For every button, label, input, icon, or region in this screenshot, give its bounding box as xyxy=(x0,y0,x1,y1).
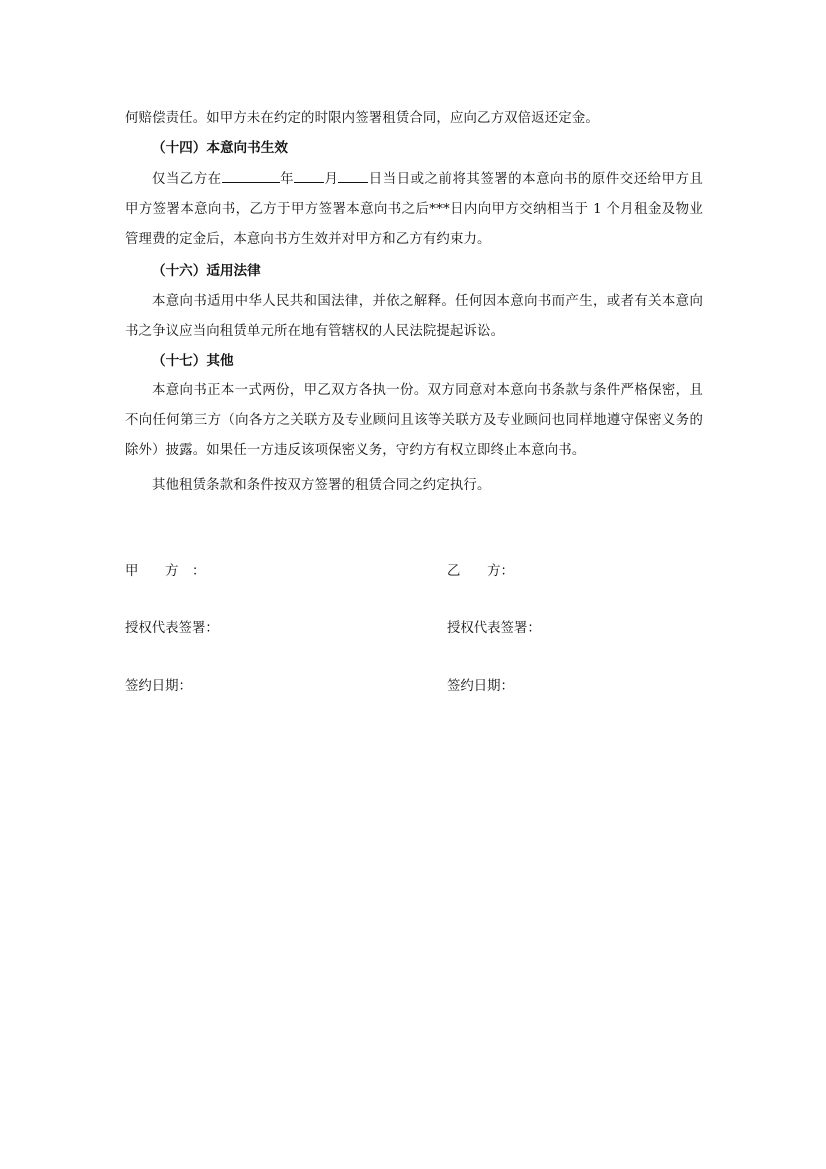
party-b-authorized-signature-label: 授权代表签署： xyxy=(447,621,541,636)
blank-day xyxy=(338,169,368,183)
section-16-paragraph: 本意向书适用中华人民共和国法律，并依之解释。任何因本意向书而产生，或者有关本意向书之争议应当向租赁单元所在地有管辖权的人民法院提起诉讼。 xyxy=(125,294,703,339)
party-a-signing-date-label: 签约日期： xyxy=(125,679,192,694)
section-17-heading: （十七）其他 xyxy=(152,353,234,369)
party-a-authorized-signature-label: 授权代表签署： xyxy=(125,621,219,636)
section-17-paragraph-1: 本意向书正本一式两份，甲乙双方各执一份。双方同意对本意向书条款与条件严格保密，且不向任何第三方（向各方之关联方及专业顾问且该等关联方及专业顾问也同样地遵守保密义务的除外）披露。如果任一方违反该项保密义务，守约方有权立即终止本意向书。 xyxy=(125,383,703,458)
blank-month xyxy=(294,169,324,183)
section-14-text-a: 仅当乙方在 xyxy=(152,172,222,187)
section-16-heading: （十六）适用法律 xyxy=(152,263,261,279)
party-b-signing-date-label: 签约日期： xyxy=(447,679,514,694)
party-b-label: 乙 方： xyxy=(447,564,514,579)
party-a-label: 甲 方 ： xyxy=(125,564,206,579)
section-14-text-c: 月 xyxy=(324,172,339,187)
blank-year xyxy=(222,169,280,183)
continuation-paragraph: 何赔偿责任。如甲方未在约定的时限内签署租赁合同，应向乙方双倍返还定金。 xyxy=(125,111,599,126)
section-14-paragraph xyxy=(125,165,703,255)
section-17-paragraph-2: 其他租赁条款和条件按双方签署的租赁合同之约定执行。 xyxy=(152,478,491,493)
section-14-heading: （十四）本意向书生效 xyxy=(152,140,288,156)
section-14-text-d: 日当日或之前将其签署的本意向书的原件交还给甲方且甲方签署本意向书，乙方于甲方签署本意向书之后***日内向甲方交纳相当于 1 个月租金及物业管理费的定金后，本意向书方生效并对甲方和乙方有约束力。 xyxy=(125,172,703,247)
section-14-text-b: 年 xyxy=(279,172,295,187)
